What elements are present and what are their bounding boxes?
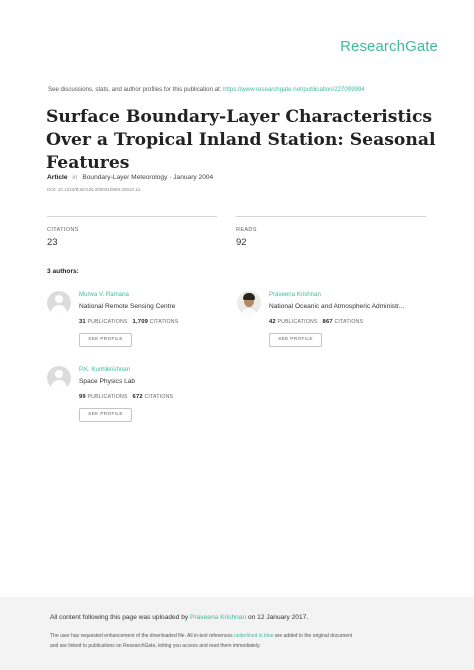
- publication-link[interactable]: https://www.researchgate.net/publication/227099994: [223, 86, 365, 93]
- discussion-line: [48, 86, 365, 93]
- author-name[interactable]: Praveena Krishnan: [269, 291, 321, 298]
- author-photo[interactable]: [237, 291, 261, 315]
- author-name[interactable]: Murwa V. Ramana: [79, 291, 129, 298]
- avatar-placeholder-icon[interactable]: [47, 291, 71, 315]
- author-publications-label: PUBLICATIONS: [87, 319, 128, 325]
- author-publications-count: 31: [79, 319, 86, 325]
- author-publications-label: PUBLICATIONS: [87, 394, 128, 400]
- reads-divider: [236, 216, 426, 217]
- upload-prefix: All content following this page was uploaded by: [50, 614, 189, 621]
- article-type: Article: [47, 174, 68, 181]
- see-profile-button[interactable]: SEE PROFILE: [79, 408, 132, 422]
- author-citations-label: CITATIONS: [144, 394, 174, 400]
- reads-value: 92: [236, 237, 247, 248]
- author-citations-label: CITATIONS: [149, 319, 179, 325]
- researchgate-logo[interactable]: ResearchGate: [340, 38, 438, 55]
- notice-prefix: The user has requested enhancement of the downloaded file. All in-text references: [50, 633, 233, 639]
- author-stats: [79, 319, 178, 325]
- notice-link[interactable]: underlined in blue: [234, 633, 274, 639]
- journal-date: Boundary-Layer Meteorology · January 2004: [82, 174, 214, 181]
- author-stats: [79, 394, 173, 400]
- avatar-placeholder-icon[interactable]: [47, 366, 71, 390]
- citations-divider: [47, 216, 217, 217]
- reads-label: READS: [236, 227, 257, 233]
- see-profile-button[interactable]: SEE PROFILE: [269, 333, 322, 347]
- article-meta: [47, 174, 213, 181]
- paper-title: Surface Boundary-Layer Characteristics Over a Tropical Inland Station: Seasonal Features: [46, 107, 436, 173]
- article-in: in: [72, 174, 78, 181]
- enhancement-notice-line2: and are linked to publications on ResearchGate, letting you access and read them immediately.: [50, 643, 261, 649]
- author-name[interactable]: P.K. Kunhikrishnan: [79, 366, 131, 373]
- enhancement-notice: [50, 633, 352, 639]
- uploader-link[interactable]: Praveena Krishnan: [190, 614, 247, 621]
- author-publications-label: PUBLICATIONS: [277, 319, 318, 325]
- author-institution: National Oceanic and Atmospheric Administr...: [269, 303, 405, 310]
- footer: [0, 597, 474, 670]
- authors-heading: 3 authors:: [47, 268, 79, 275]
- citations-label: CITATIONS: [47, 227, 79, 233]
- author-stats: [269, 319, 363, 325]
- author-institution: National Remote Sensing Centre: [79, 303, 176, 310]
- author-citations-count: 672: [132, 394, 143, 400]
- author-citations-count: 1,709: [132, 319, 149, 325]
- author-institution: Space Physics Lab: [79, 378, 136, 385]
- doi: DOI: 10.1023/B:BOUN.0000010989.25912.1a: [47, 187, 141, 192]
- author-publications-count: 99: [79, 394, 86, 400]
- author-publications-count: 42: [269, 319, 276, 325]
- author-citations-label: CITATIONS: [334, 319, 364, 325]
- upload-note: [50, 614, 308, 621]
- citations-value: 23: [47, 237, 58, 248]
- upload-suffix: on 12 January 2017.: [247, 614, 309, 621]
- discussion-prefix: See discussions, stats, and author profiles for this publication at:: [48, 86, 222, 93]
- see-profile-button[interactable]: SEE PROFILE: [79, 333, 132, 347]
- author-citations-count: 867: [322, 319, 333, 325]
- notice-suffix: are added to the original document: [274, 633, 353, 639]
